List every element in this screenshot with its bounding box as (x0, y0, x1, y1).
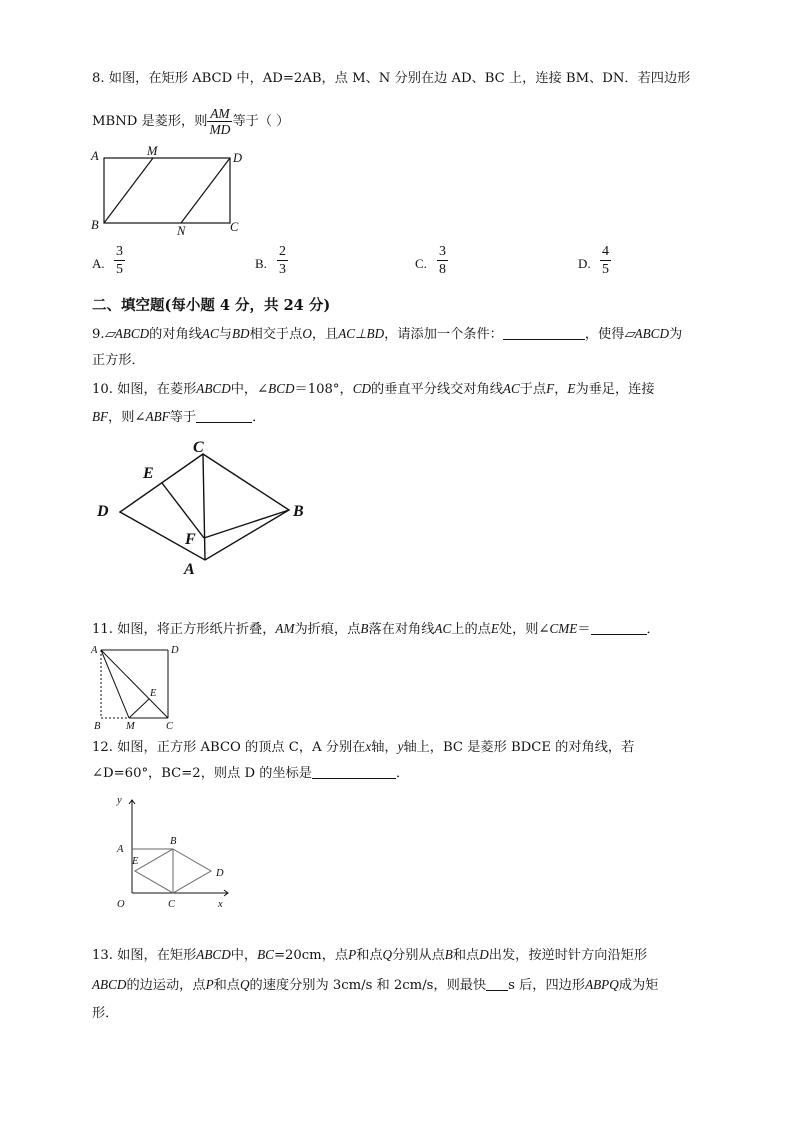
q11-text-7: 上的点 (451, 622, 491, 637)
q13-d: D (479, 947, 489, 962)
q8-label-n: N (177, 224, 186, 238)
q13-text-l2g: s 后，四边形 (508, 978, 586, 993)
q13-text-11: 和点 (452, 948, 480, 963)
q12-label-o: O (117, 899, 125, 910)
q9-bd: BD (231, 326, 250, 341)
q10-abf: ABF (145, 409, 170, 424)
q8-label-c: C (230, 220, 239, 234)
q10-ac: AC (502, 381, 520, 396)
q10-line1 (92, 379, 655, 400)
q10-bf: BF (92, 409, 109, 424)
q10-text-7: 的垂直平分线交对角线 (371, 382, 503, 397)
q11-label-c: C (166, 721, 174, 732)
q8-option-c[interactable] (415, 243, 475, 283)
q12-label-a: A (117, 844, 124, 855)
q10-f: F (546, 381, 555, 396)
q8-line2 (92, 104, 289, 140)
q12-text-1: 12. 如图，正方形 ABCO 的顶点 C，A 分别在 (92, 740, 366, 755)
q9-text-11: ，请添加一个条件： (384, 327, 503, 342)
q13-text-l2i: 成为矩 (618, 978, 659, 993)
q10-text-1: 10. 如图，在菱形 (92, 382, 197, 397)
q10-angle-value: ＝108°， (294, 382, 353, 397)
q12-label-e: E (132, 856, 139, 867)
q8-line1: 8. 如图，在矩形 ABCD 中，AD=2AB，点 M、N 分别在边 AD、BC 上，连接 BM、DN．若四边形 (92, 71, 691, 86)
q8-option-c-den: 8 (439, 262, 446, 277)
q13-q: Q (382, 947, 393, 962)
q12-label-c: C (168, 899, 176, 910)
q8-option-d-label: D. (578, 256, 591, 271)
q9-answer-blank[interactable] (503, 325, 585, 340)
q10-perp-bisector-ef (162, 483, 204, 538)
q11-am: AM (275, 621, 295, 636)
q11-b: B (360, 621, 369, 636)
q10-cd: CD (352, 381, 372, 396)
q9-perp: AC⊥BD (338, 326, 385, 341)
q10-answer-blank[interactable] (196, 408, 252, 423)
q10-text-9: 于点 (519, 382, 547, 397)
section-heading: 二、填空题(每小题 4 分，共 24 分) (92, 297, 331, 314)
q9-line1 (92, 324, 682, 345)
q12-x: x (365, 739, 372, 754)
q8-segment-dn (181, 158, 230, 223)
q8-option-d-num: 4 (602, 244, 609, 259)
q9-line2: 正方形． (92, 353, 145, 368)
q8-line2-a: MBND 是菱形，则 (92, 114, 208, 129)
q8-label-d: D (233, 151, 243, 165)
q13-text-l2b: 的边运动，点 (126, 978, 206, 993)
q13-text-13: 出发，按逆时针方向沿矩形 (488, 948, 648, 963)
q11-label-a: A (91, 645, 98, 656)
q13-abpq: ABPQ (585, 977, 619, 992)
q10-text-l2b: ，则∠ (108, 410, 146, 425)
q11-period: ． (646, 622, 660, 637)
q10-period: ． (252, 410, 266, 425)
q8-option-b-frac (277, 243, 288, 278)
q10-bcd: BCD (268, 381, 295, 396)
q10-figure (90, 434, 320, 584)
q8-option-c-label: C. (415, 256, 427, 271)
q10-segment-bf (204, 510, 289, 538)
q9-text-12: ，使得 (584, 327, 625, 342)
q8-option-a-frac (114, 243, 125, 278)
q8-option-b-label: B. (255, 256, 267, 271)
q10-label-e: E (143, 465, 154, 482)
q13-text-l2d: 和点 (213, 978, 240, 993)
q12-label-b: B (170, 836, 177, 847)
q8-label-b: B (91, 218, 99, 232)
q13-text-5: =20cm，点 (273, 948, 349, 963)
q13-text-7: 和点 (356, 948, 383, 963)
q11-label-m: M (126, 721, 135, 732)
q10-text-3: 中，∠ (230, 382, 269, 397)
q8-figure (88, 143, 258, 238)
q8-label-m: M (147, 144, 158, 158)
q9-text-9: ，且 (311, 327, 339, 342)
q11-segment-me (129, 699, 149, 718)
q8-option-a-den: 5 (116, 262, 123, 277)
q11-equals: ＝ (577, 622, 591, 637)
q13-text-1: 13. 如图，在矩形 (92, 948, 197, 963)
q12-y: y (397, 739, 404, 754)
q10-text-13: 为垂足，连接 (575, 382, 655, 397)
q9-ac: AC (201, 326, 219, 341)
q13-p: P (348, 947, 357, 962)
q8-rectangle (104, 158, 230, 223)
q8-option-a-label: A. (92, 256, 105, 271)
q9-number: 9. (92, 327, 105, 342)
q8-option-a-num: 3 (116, 244, 123, 259)
q8-option-b-num: 2 (279, 244, 286, 259)
q8-option-c-num: 3 (439, 244, 446, 259)
q9-text-14: 为 (668, 327, 683, 342)
q12-text-5: 轴上，BC 是菱形 BDCE 的对角线，若 (403, 740, 635, 755)
q9-o: O (302, 326, 312, 341)
q12-text-3: 轴， (371, 740, 398, 755)
q11-label-b: B (94, 721, 101, 732)
q13-text-l2f: 的速度分别为 3cm/s 和 2cm/s，则最快 (249, 978, 487, 993)
q11-text-5: 落在对角线 (368, 622, 435, 637)
q13-bc: BC (257, 947, 274, 962)
q11-e: E (490, 621, 499, 636)
q13-p-2: P (205, 977, 214, 992)
q11-label-e: E (150, 688, 157, 699)
q8-option-a[interactable] (92, 243, 152, 283)
q13-q-2: Q (240, 977, 250, 992)
q11-ac: AC (434, 621, 452, 636)
q10-label-d: D (97, 503, 109, 520)
q11-diagonal-ac (101, 650, 168, 718)
q10-text-11: ， (554, 382, 568, 397)
q9-parallelogram-2: ▱ABCD (624, 326, 669, 341)
q12-period: ． (395, 766, 410, 781)
q12-label-x: x (218, 899, 223, 910)
q13-abcd: ABCD (196, 947, 231, 962)
q10-label-a: A (184, 561, 195, 578)
q11-label-d: D (171, 645, 179, 656)
q11-answer-blank[interactable] (591, 620, 647, 635)
q10-label-f: F (185, 531, 196, 548)
q12-answer-blank[interactable] (312, 764, 396, 779)
q11-text-1: 11. 如图，将正方形纸片折叠， (92, 622, 276, 637)
q12-text-6: ∠D=60°，BC=2，则点 D 的坐标是 (92, 766, 312, 781)
q8-option-d[interactable] (578, 243, 638, 283)
q11-fold-am (101, 650, 129, 718)
q8-frac-num: AM (207, 106, 232, 122)
q8-option-b-den: 3 (279, 262, 286, 277)
q8-frac-den: MD (209, 122, 231, 137)
q13-b: B (444, 947, 453, 962)
q9-text-7: 相交于点 (249, 327, 303, 342)
q8-option-d-frac (600, 243, 611, 278)
q13-answer-blank[interactable] (486, 976, 508, 991)
q10-line2 (92, 407, 265, 428)
q12-figure (108, 788, 240, 912)
q13-line1 (92, 945, 647, 966)
q10-e: E (567, 381, 576, 396)
q10-abcd: ABCD (196, 381, 231, 396)
q11-figure (88, 642, 188, 732)
q9-text-5: 与 (218, 327, 232, 342)
q8-line2-b: 等于（ ） (232, 114, 290, 129)
q9-parallelogram-1: ▱ABCD (104, 326, 150, 341)
q10-diagonal-ac (203, 454, 205, 560)
q13-text-9: 分别从点 (392, 948, 445, 963)
q13-line3: 形． (92, 1006, 119, 1021)
q10-label-c: C (193, 439, 204, 456)
q11-cme: CME (549, 621, 578, 636)
q10-label-b: B (293, 503, 304, 520)
q11-text-3: 为折痕，点 (294, 622, 361, 637)
q8-segment-bm (104, 158, 153, 223)
q13-text-3: 中， (230, 948, 258, 963)
q8-fraction (207, 106, 232, 137)
q13-abcd-2: ABCD (92, 977, 127, 992)
q8-option-c-frac (437, 243, 448, 278)
q10-text-l2d: 等于 (169, 410, 197, 425)
q12-label-y: y (117, 795, 122, 806)
q8-option-d-den: 5 (602, 262, 609, 277)
q11-line1 (92, 619, 660, 640)
q13-line2 (92, 975, 658, 996)
q12-line1 (92, 737, 634, 758)
q12-label-d: D (216, 868, 224, 879)
q9-text-3: 的对角线 (149, 327, 202, 342)
q8-option-b[interactable] (255, 243, 315, 283)
q12-line2 (92, 764, 409, 784)
q8-label-a: A (91, 149, 99, 163)
q11-text-9: 处，则∠ (498, 622, 550, 637)
